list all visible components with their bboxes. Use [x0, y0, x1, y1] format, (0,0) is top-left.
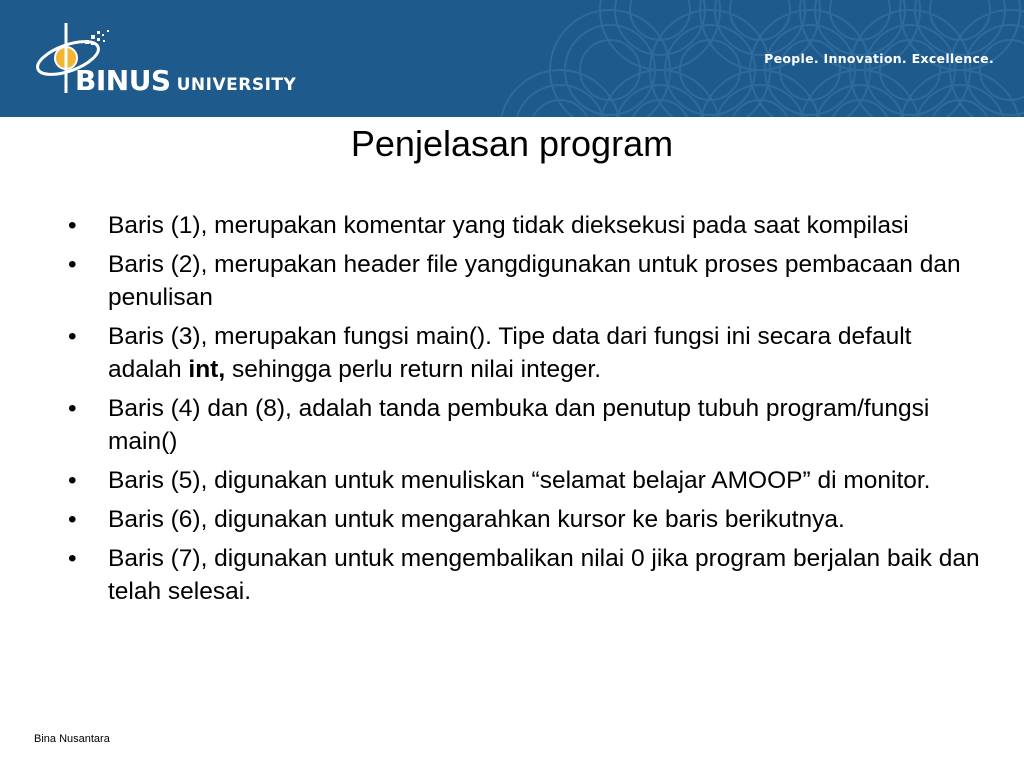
bullet-item [68, 392, 988, 458]
bullet-dot: • [68, 395, 77, 422]
bullet-text: Baris (7), digunakan untuk mengembalikan nilai 0 jika program berjalan baik dan telah selesai. [108, 545, 980, 605]
bullet-text: Baris (2), merupakan header file yangdigunakan untuk proses pembacaan dan penulisan [108, 251, 961, 311]
bullet-list [68, 209, 988, 614]
bullet-bold-keyword: int, [188, 356, 226, 383]
header-banner [0, 0, 1024, 117]
bullet-dot: • [68, 467, 77, 494]
bullet-text-after: sehingga perlu return nilai integer. [225, 356, 602, 383]
bullet-text: Baris (5), digunakan untuk menuliskan “selamat belajar AMOOP” di monitor. [108, 467, 931, 494]
bullet-dot: • [68, 251, 77, 278]
bullet-item [68, 464, 988, 497]
bullet-item [68, 209, 988, 242]
bullet-text: Baris (4) dan (8), adalah tanda pembuka dan penutup tubuh program/fungsi main() [108, 395, 930, 455]
logo-university: UNIVERSITY [176, 75, 297, 95]
bullet-item [68, 503, 988, 536]
bullet-text [108, 323, 911, 383]
footer-text: Bina Nusantara [34, 733, 110, 745]
bullet-item [68, 248, 988, 314]
bullet-text: Baris (1), merupakan komentar yang tidak dieksekusi pada saat kompilasi [108, 212, 909, 239]
logo-binus: BINUS [75, 64, 171, 97]
logo-wordmark [75, 64, 296, 97]
bullet-dot: • [68, 212, 77, 239]
bullet-item [68, 320, 988, 386]
bullet-dot: • [68, 545, 77, 572]
bullet-dot: • [68, 506, 77, 533]
bullet-item [68, 542, 988, 608]
bullet-text-before: Baris (3), merupakan fungsi main(). Tipe data dari fungsi ini secara default adalah [108, 323, 912, 383]
slide-title: Penjelasan program [350, 123, 674, 164]
bullet-text: Baris (6), digunakan untuk mengarahkan kursor ke baris berikutnya. [108, 506, 845, 533]
bullet-dot: • [68, 323, 77, 350]
tagline: People. Innovation. Excellence. [764, 51, 994, 66]
